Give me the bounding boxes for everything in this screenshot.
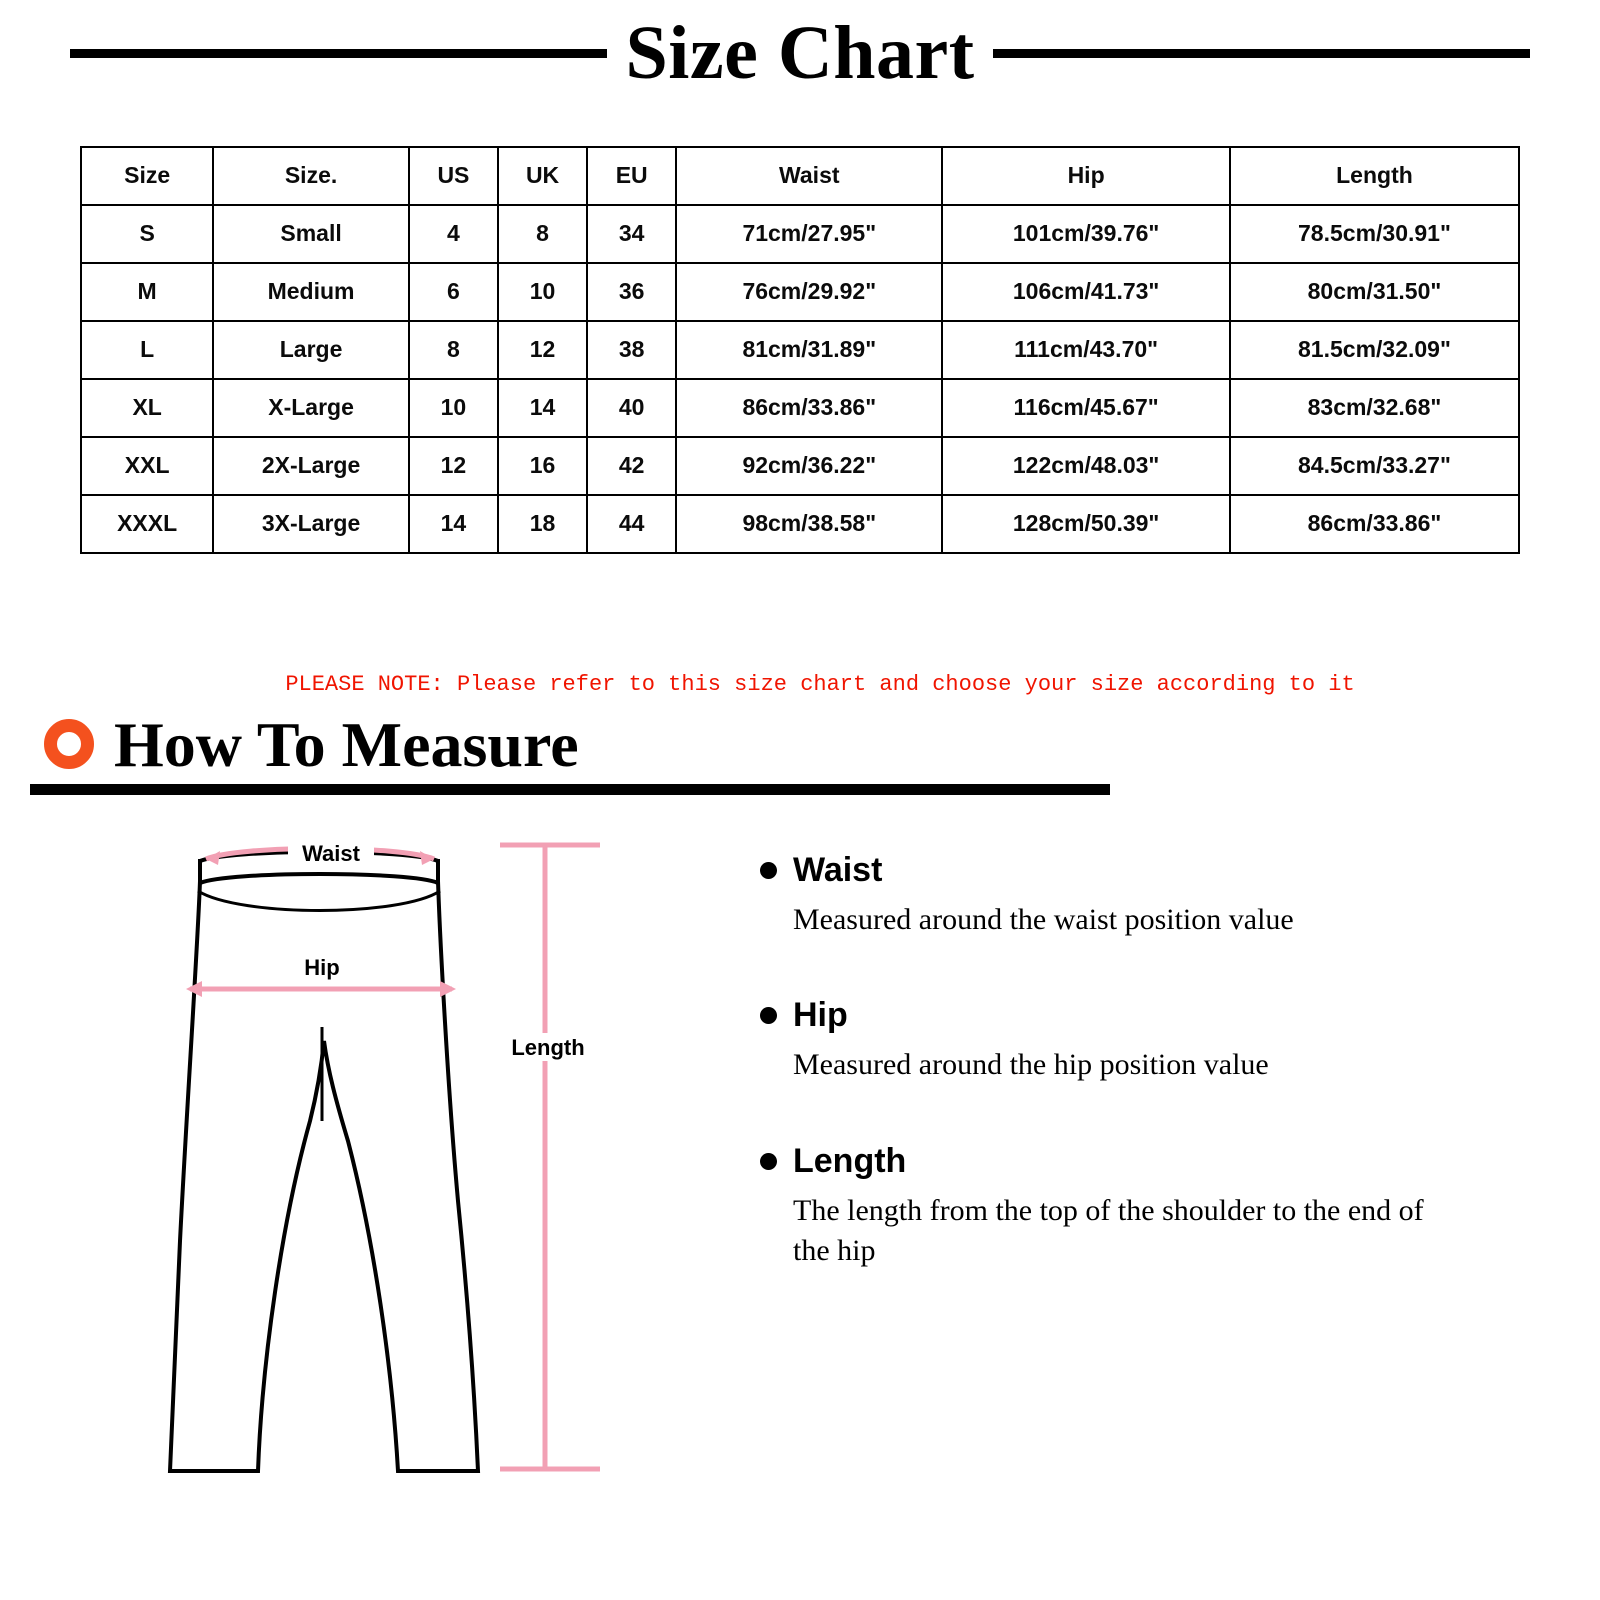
cell-size-name: 3X-Large xyxy=(213,495,409,553)
title-rule-left xyxy=(70,49,607,58)
size-table-wrapper xyxy=(80,146,1520,554)
cell-size: XXL xyxy=(81,437,213,495)
measure-item-length xyxy=(760,1142,1540,1272)
cell-uk: 18 xyxy=(498,495,587,553)
cell-hip: 128cm/50.39" xyxy=(942,495,1230,553)
bullet-icon xyxy=(760,1153,777,1170)
column-header-us: US xyxy=(409,147,498,205)
cell-uk: 10 xyxy=(498,263,587,321)
column-header-hip: Hip xyxy=(942,147,1230,205)
pants-outline xyxy=(170,861,478,1471)
cell-waist: 86cm/33.86" xyxy=(676,379,942,437)
table-row xyxy=(81,263,1519,321)
pants-diagram xyxy=(0,821,740,1486)
cell-size-name: Large xyxy=(213,321,409,379)
title-rule-right xyxy=(993,49,1530,58)
bullet-icon xyxy=(760,862,777,879)
cell-waist: 98cm/38.58" xyxy=(676,495,942,553)
table-row xyxy=(81,437,1519,495)
cell-eu: 36 xyxy=(587,263,676,321)
table-row xyxy=(81,321,1519,379)
column-header-length: Length xyxy=(1230,147,1519,205)
measure-item-waist xyxy=(760,851,1540,941)
measure-item-title-row xyxy=(760,851,1540,890)
pants-diagram-svg xyxy=(0,821,740,1481)
ring-icon xyxy=(44,719,94,769)
measure-item-hip xyxy=(760,996,1540,1086)
please-note-text: PLEASE NOTE: Please refer to this size chart and choose your size according to it xyxy=(285,671,1355,697)
cell-size: M xyxy=(81,263,213,321)
length-diagram-label: Length xyxy=(511,1034,585,1060)
measure-label-length: Length xyxy=(793,1141,907,1180)
table-row xyxy=(81,379,1519,437)
how-to-measure-title: How To Measure xyxy=(114,708,579,780)
cell-eu: 42 xyxy=(587,437,676,495)
cell-us: 4 xyxy=(409,205,498,263)
cell-size: XL xyxy=(81,379,213,437)
cell-length: 86cm/33.86" xyxy=(1230,495,1519,553)
cell-waist: 92cm/36.22" xyxy=(676,437,942,495)
cell-us: 14 xyxy=(409,495,498,553)
measure-item-title-row xyxy=(760,996,1540,1035)
size-table xyxy=(80,146,1520,554)
cell-eu: 38 xyxy=(587,321,676,379)
page-title-row xyxy=(0,11,1600,95)
cell-size-name: Medium xyxy=(213,263,409,321)
measure-text-waist: Measured around the waist position value xyxy=(793,902,1294,936)
cell-eu: 44 xyxy=(587,495,676,553)
cell-waist: 76cm/29.92" xyxy=(676,263,942,321)
measure-descriptions xyxy=(740,821,1600,1486)
measure-text-hip: Measured around the hip position value xyxy=(793,1048,1269,1082)
cell-length: 78.5cm/30.91" xyxy=(1230,205,1519,263)
cell-size-name: Small xyxy=(213,205,409,263)
cell-us: 12 xyxy=(409,437,498,495)
measure-text-length: The length from the top of the shoulder to the end of the hip xyxy=(793,1193,1424,1268)
cell-us: 8 xyxy=(409,321,498,379)
cell-hip: 101cm/39.76" xyxy=(942,205,1230,263)
cell-length: 81.5cm/32.09" xyxy=(1230,321,1519,379)
measure-label-hip: Hip xyxy=(793,996,848,1035)
cell-uk: 14 xyxy=(498,379,587,437)
cell-hip: 116cm/45.67" xyxy=(942,379,1230,437)
table-header-row xyxy=(81,147,1519,205)
cell-size: L xyxy=(81,321,213,379)
cell-hip: 122cm/48.03" xyxy=(942,437,1230,495)
cell-length: 80cm/31.50" xyxy=(1230,263,1519,321)
cell-length: 83cm/32.68" xyxy=(1230,379,1519,437)
cell-eu: 34 xyxy=(587,205,676,263)
measure-item-title-row xyxy=(760,1142,1540,1181)
cell-size-name: 2X-Large xyxy=(213,437,409,495)
cell-uk: 16 xyxy=(498,437,587,495)
page-title: Size Chart xyxy=(625,11,975,95)
hip-arrow-head-right xyxy=(440,981,456,997)
waist-diagram-label: Waist xyxy=(302,840,360,866)
column-header-size: Size xyxy=(81,147,213,205)
cell-eu: 40 xyxy=(587,379,676,437)
table-row xyxy=(81,205,1519,263)
table-row xyxy=(81,495,1519,553)
how-to-measure-rule xyxy=(30,784,1110,795)
how-to-measure-heading xyxy=(30,708,1110,780)
cell-uk: 12 xyxy=(498,321,587,379)
column-header-size-name: Size. xyxy=(213,147,409,205)
column-header-waist: Waist xyxy=(676,147,942,205)
hip-diagram-label: Hip xyxy=(304,954,340,980)
column-header-uk: UK xyxy=(498,147,587,205)
cell-us: 6 xyxy=(409,263,498,321)
bullet-icon xyxy=(760,1007,777,1024)
cell-us: 10 xyxy=(409,379,498,437)
cell-size: XXXL xyxy=(81,495,213,553)
cell-size-name: X-Large xyxy=(213,379,409,437)
cell-size: S xyxy=(81,205,213,263)
cell-waist: 71cm/27.95" xyxy=(676,205,942,263)
cell-waist: 81cm/31.89" xyxy=(676,321,942,379)
column-header-eu: EU xyxy=(587,147,676,205)
cell-length: 84.5cm/33.27" xyxy=(1230,437,1519,495)
cell-uk: 8 xyxy=(498,205,587,263)
measure-label-waist: Waist xyxy=(793,850,883,889)
cell-hip: 106cm/41.73" xyxy=(942,263,1230,321)
cell-hip: 111cm/43.70" xyxy=(942,321,1230,379)
measure-section xyxy=(0,821,1600,1486)
